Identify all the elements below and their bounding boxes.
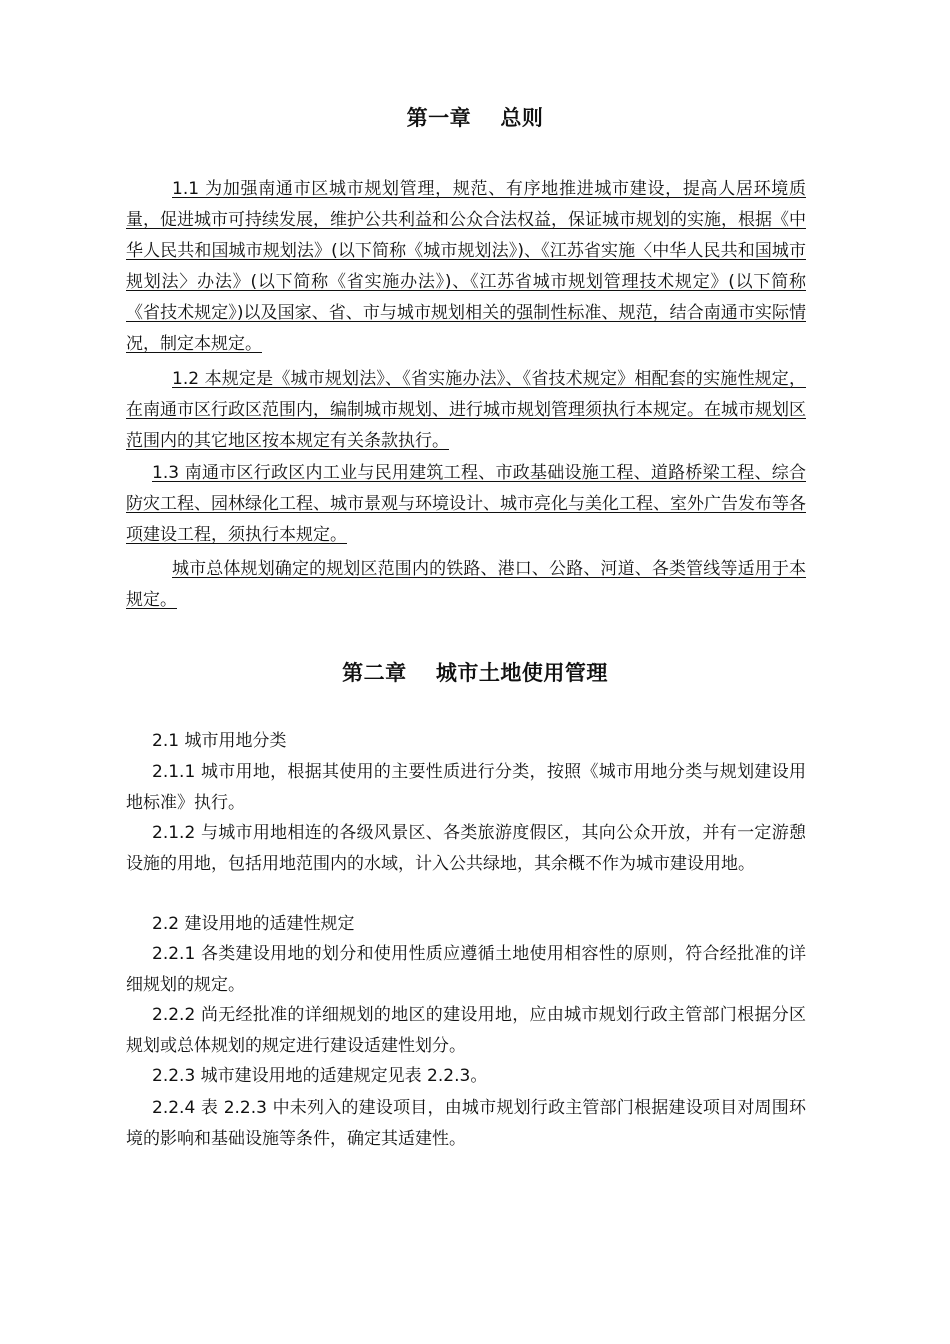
clause-1-3-note: 城市总体规划确定的规划区范围内的铁路、港口、公路、河道、各类管线等适用于本规定。: [126, 559, 806, 610]
clause-2-1: 2.1 城市用地分类: [152, 731, 287, 751]
chapter-2-title: 第二章 城市土地使用管理: [342, 661, 608, 685]
chapter-1-title: 第一章 总则: [406, 106, 544, 130]
clause-1-2: 1.2 本规定是《城市规划法》、《省实施办法》、《省技术规定》相配套的实施性规定，在南通市区行政区范围内，编制城市规划、进行城市规划管理须执行本规定。在城市规划区范围内的其它地区按本规定有关条款执行。: [126, 369, 806, 451]
clause-2-1-1: 2.1.1 城市用地，根据其使用的主要性质进行分类，按照《城市用地分类与规划建设用地标准》执行。: [126, 762, 806, 813]
clause-2-2-4: 2.2.4 表 2.2.3 中未列入的建设项目，由城市规划行政主管部门根据建设项目对周围环境的影响和基础设施等条件，确定其适建性。: [126, 1098, 806, 1149]
clause-2-2: 2.2 建设用地的适建性规定: [152, 914, 355, 934]
clause-2-2-3: 2.2.3 城市建设用地的适建规定见表 2.2.3。: [152, 1066, 488, 1086]
clause-1-3: 1.3 南通市区行政区内工业与民用建筑工程、市政基础设施工程、道路桥梁工程、综合防灾工程、园林绿化工程、城市景观与环境设计、城市亮化与美化工程、室外广告发布等各项建设工程，须执行本规定。: [126, 463, 806, 545]
clause-2-2-1: 2.2.1 各类建设用地的划分和使用性质应遵循土地使用相容性的原则，符合经批准的详细规划的规定。: [126, 944, 806, 995]
clause-2-1-2: 2.1.2 与城市用地相连的各级风景区、各类旅游度假区，其向公众开放，并有一定游憩设施的用地，包括用地范围内的水域，计入公共绿地，其余概不作为城市建设用地。: [126, 823, 806, 874]
clause-1-1: 1.1 为加强南通市区城市规划管理，规范、有序地推进城市建设，提高人居环境质量，促进城市可持续发展，维护公共利益和公众合法权益，保证城市规划的实施，根据《中华人民共和国城市规划法》(以下简称《城市规划法》)、《江苏省实施〈中华人民共和国城市规划法〉办法》(以下简称《省实施办法》)、《江苏省城市规划管理技术规定》(以下简称《省技术规定》)以及国家、省、市与城市规划相关的强制性标准、规范，结合南通市实际情况，制定本规定。: [126, 179, 806, 354]
clause-2-2-2: 2.2.2 尚无经批准的详细规划的地区的建设用地，应由城市规划行政主管部门根据分区规划或总体规划的规定进行建设适建性划分。: [126, 1005, 806, 1056]
